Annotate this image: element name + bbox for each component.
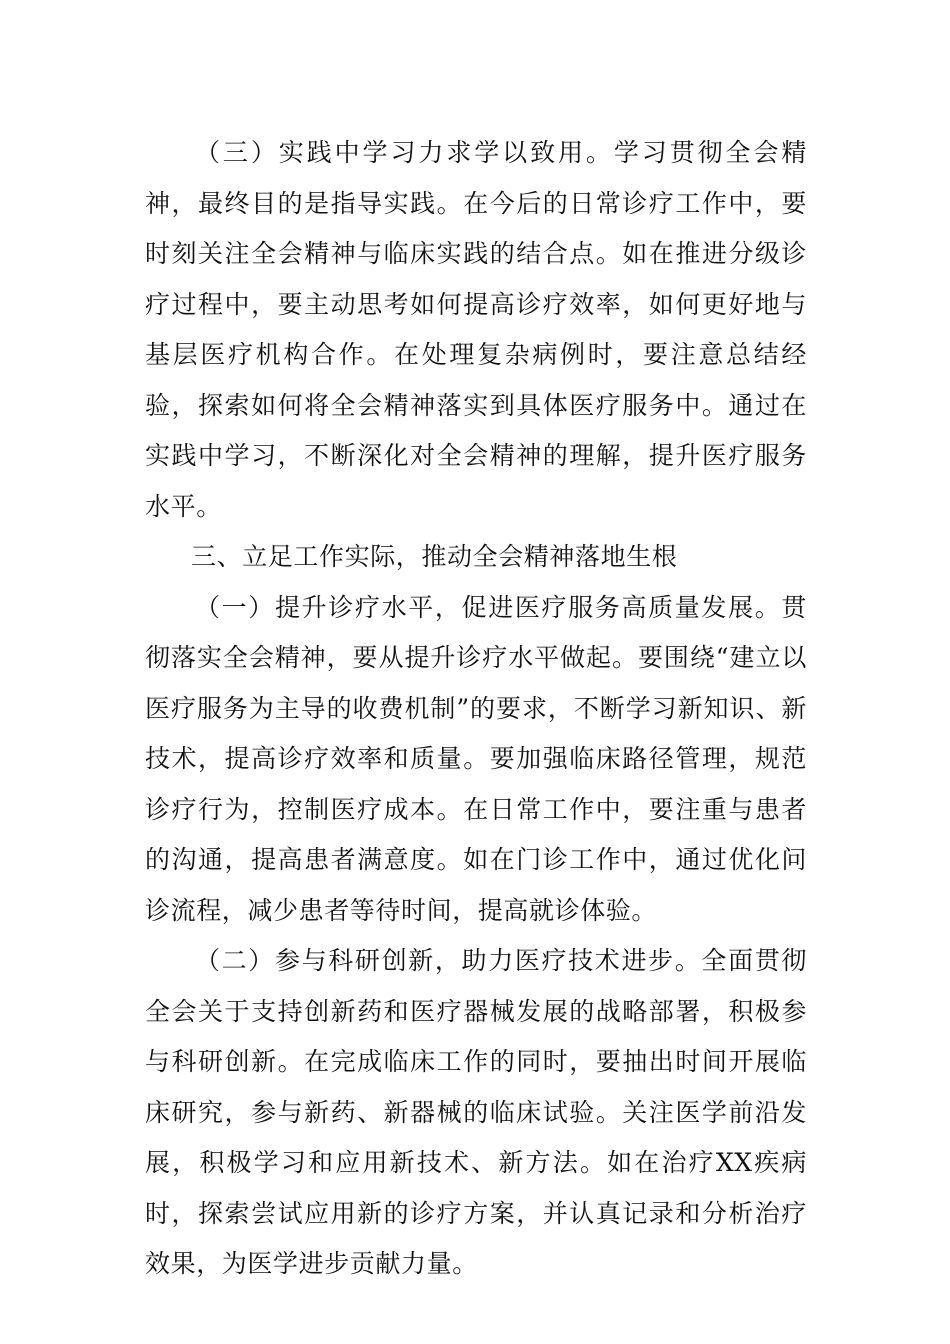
paragraph-research-innovation: （二）参与科研创新，助力医疗技术进步。全面贯彻全会关于支持创新药和医疗器械发展的战略部署，积极参与科研创新。在完成临床工作的同时，要抽出时间开展临床研究，参与新药、新器械的临床试验。关注医学前沿发展，积极学习和应用新技术、新方法。如在治疗XX疾病时，探索尝试应用新的诊疗方案，并认真记录和分析治疗效果，为医学进步贡献力量。: [145, 946, 807, 1278]
document-body: [145, 128, 807, 1290]
paragraph-improve-diagnosis: （一）提升诊疗水平，促进医疗服务高质量发展。贯彻落实全会精神，要从提升诊疗水平做起。要围绕“建立以医疗服务为主导的收费机制”的要求，不断学习新知识、新技术，提高诊疗效率和质量。要加强临床路径管理，规范诊疗行为，控制医疗成本。在日常工作中，要注重与患者的沟通，提高患者满意度。如在门诊工作中，通过优化问诊流程，减少患者等待时间，提高就诊体验。: [145, 592, 807, 925]
paragraph-practice-learning: （三）实践中学习力求学以致用。学习贯彻全会精神，最终目的是指导实践。在今后的日常诊疗工作中，要时刻关注全会精神与临床实践的结合点。如在推进分级诊疗过程中，要主动思考如何提高诊疗效率，如何更好地与基层医疗机构合作。在处理复杂病例时，要注意总结经验，探索如何将全会精神落实到具体医疗服务中。通过在实践中学习，不断深化对全会精神的理解，提升医疗服务水平。: [145, 138, 807, 521]
section-heading-3: 三、立足工作实际，推动全会精神落地生根: [191, 542, 678, 571]
